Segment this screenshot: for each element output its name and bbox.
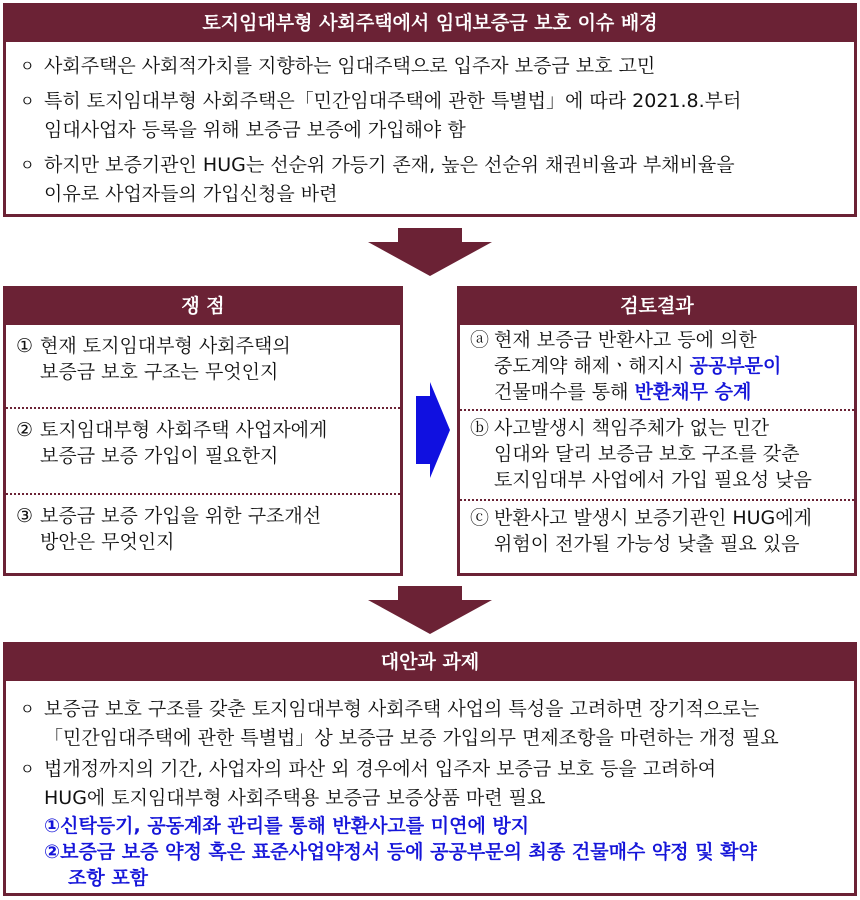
alternatives-title: 대안과 과제	[6, 645, 854, 681]
review-item: ⓒ 반환사고 발생시 보증기관인 HUG에게 위험이 전가될 가능성 낮출 필요 있음	[470, 507, 812, 555]
background-bullet: ㅇ 특히 토지임대부형 사회주택은「민간임대주택에 관한 특별법」에 따라 2021.8.부터 임대사업자 등록을 위해 보증금 보증에 가입해야 함	[20, 87, 840, 145]
alternatives-bullet: ㅇ 법개정까지의 기간, 사업자의 파산 외 경우에서 입주자 보증금 보호 등을 고려하여 HUG에 토지임대부형 사회주택용 보증금 보증상품 마련 필요	[20, 755, 840, 813]
circle-bullet-icon: ㅇ	[20, 760, 35, 778]
review-item: ⓑ 사고발생시 책임주체가 없는 민간 임대와 달리 보증금 보호 구조를 갖춘 토지임대부 사업에서 가입 필요성 낮음	[460, 411, 854, 501]
alternatives-bullet: ㅇ 보증금 보호 구조를 갖춘 토지임대부형 사회주택 사업의 특성을 고려하면 장기적으로는 「민간임대주택에 관한 특별법」상 보증금 보증 가입의무 면제조항을 마련하는 개정 필요	[20, 695, 840, 753]
right-arrow-icon	[416, 382, 450, 478]
circle-bullet-icon: ㅇ	[20, 57, 35, 75]
circle-bullet-icon: ㅇ	[20, 700, 35, 718]
issues-title: 쟁 점	[6, 289, 400, 325]
down-arrow-icon	[368, 586, 492, 634]
background-bullet: ㅇ 사회주택은 사회적가치를 지향하는 임대주택으로 입주자 보증금 보호 고민	[20, 52, 840, 81]
down-arrow-icon	[368, 228, 492, 276]
review-title: 검토결과	[460, 289, 854, 325]
circle-bullet-icon: ㅇ	[20, 156, 35, 174]
background-title: 토지임대부형 사회주택에서 임대보증금 보호 이슈 배경	[6, 6, 854, 42]
background-box	[3, 3, 857, 217]
review-item: ⓐ 현재 보증금 반환사고 등에 의한 중도계약 해제ㆍ해지시 공공부문이 건물매수를 통해 반환채무 승계	[460, 325, 854, 411]
issue-item: ① 현재 토지임대부형 사회주택의 보증금 보호 구조는 무엇인지	[6, 325, 400, 409]
background-bullet: ㅇ 하지만 보증기관인 HUG는 선순위 가등기 존재, 높은 선순위 채권비율과 부채비율을 이유로 사업자들의 가입신청을 바련	[20, 151, 840, 209]
review-box	[457, 286, 857, 576]
alternatives-box	[3, 642, 857, 896]
alternatives-sub-item: ①신탁등기, 공동계좌 관리를 통해 반환사고를 미연에 방지 ②보증금 보증 약정 혹은 표준사업약정서 등에 공공부문의 최종 건물매수 약정 및 확약 조항 포함	[44, 815, 757, 889]
issue-item: ② 토지임대부형 사회주택 사업자에게 보증금 보증 가입이 필요한지	[6, 409, 400, 495]
circle-bullet-icon: ㅇ	[20, 92, 35, 110]
issues-box	[3, 286, 403, 576]
issue-item: ③ 보증금 보증 가입을 위한 구조개선 방안은 무엇인지	[16, 505, 322, 553]
